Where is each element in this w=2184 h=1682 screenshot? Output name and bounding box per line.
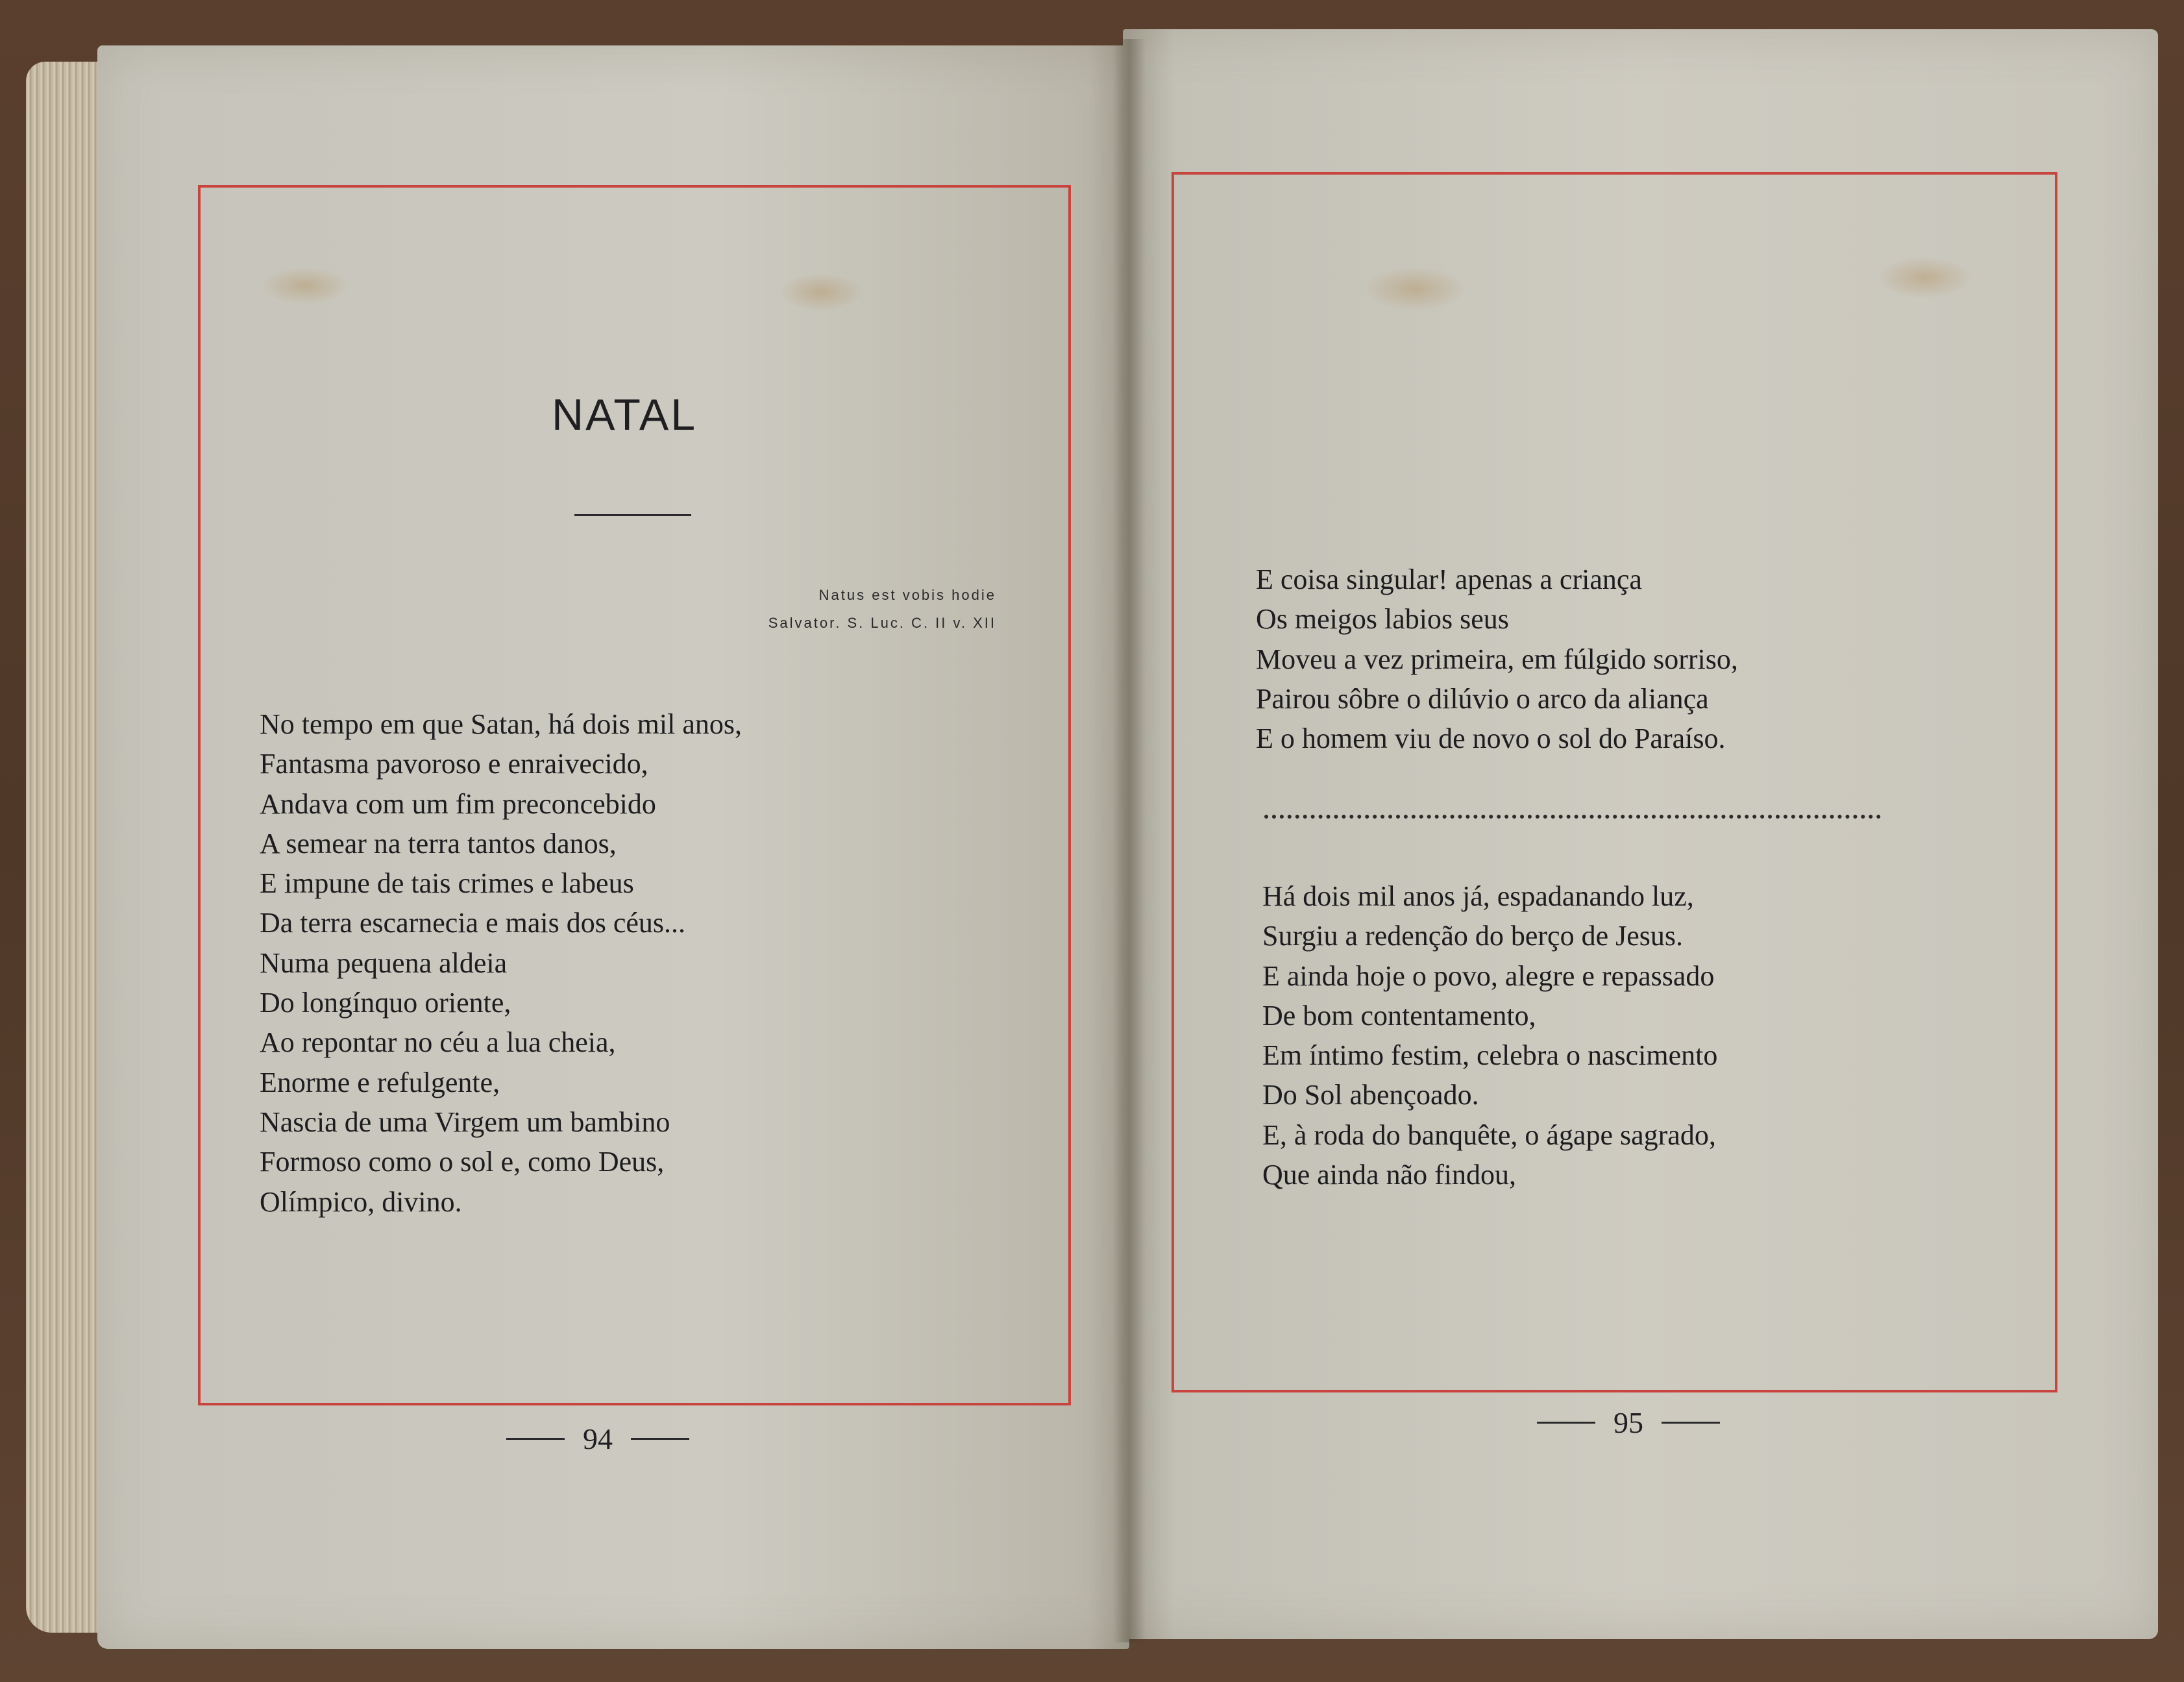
verse-line: Moveu a vez primeira, em fúlgido sorriso, bbox=[1256, 643, 1738, 675]
right-page-frame bbox=[1172, 172, 2057, 1392]
verse-line: Os meigos labios seus bbox=[1256, 603, 1509, 636]
dash bbox=[631, 1438, 689, 1440]
verse-line: Nascia de uma Virgem um bambino bbox=[260, 1106, 670, 1138]
poem-title: NATAL bbox=[552, 390, 698, 439]
epigraph-line: Natus est vobis hodie bbox=[818, 587, 996, 603]
verse-line: E, à roda do banquête, o ágape sagrado, bbox=[1262, 1119, 1716, 1151]
verse-line: Andava com um fim preconcebido bbox=[260, 787, 656, 820]
verse-line: Fantasma pavoroso e enraivecido, bbox=[260, 748, 648, 780]
title-rule bbox=[574, 514, 691, 516]
verse-line: Que ainda não findou, bbox=[1262, 1159, 1516, 1191]
verse-line: No tempo em que Satan, há dois mil anos, bbox=[260, 708, 742, 740]
verse-line: Da terra escarnecia e mais dos céus... bbox=[260, 907, 686, 939]
verse-line: E coisa singular! apenas a criança bbox=[1256, 563, 1642, 595]
dash bbox=[1662, 1422, 1720, 1424]
verse-line: Surgiu a redenção do berço de Jesus. bbox=[1262, 920, 1683, 952]
right-stanza-2 bbox=[1262, 876, 1717, 1194]
verse-line: De bom contentamento, bbox=[1262, 999, 1536, 1032]
verse-line: Em íntimo festim, celebra o nascimento bbox=[1262, 1039, 1718, 1072]
verse-line: Enorme e refulgente, bbox=[260, 1066, 500, 1098]
dotted-separator bbox=[1264, 815, 1881, 819]
page-number-text: 94 bbox=[583, 1422, 613, 1455]
verse-line: Do Sol abençoado. bbox=[1262, 1079, 1479, 1111]
page-number-right bbox=[1537, 1405, 1720, 1440]
verse-line: E impune de tais crimes e labeus bbox=[260, 867, 634, 900]
right-stanza-1 bbox=[1256, 560, 1738, 758]
verse-line: Olímpico, divino. bbox=[260, 1185, 462, 1218]
verse-line: E o homem viu de novo o sol do Paraíso. bbox=[1256, 723, 1726, 755]
verse-line: Há dois mil anos já, espadanando luz, bbox=[1262, 880, 1694, 912]
verse-line: Formoso como o sol e, como Deus, bbox=[260, 1146, 665, 1178]
epigraph-line: Salvator. S. Luc. C. II v. XII bbox=[768, 615, 996, 631]
book-gutter bbox=[1113, 39, 1146, 1642]
left-verse-block bbox=[260, 704, 742, 1222]
page-number-left bbox=[506, 1422, 689, 1456]
dash bbox=[1537, 1422, 1595, 1424]
verse-line: Do longínquo oriente, bbox=[260, 987, 511, 1019]
page-number-text: 95 bbox=[1613, 1406, 1643, 1439]
verse-line: A semear na terra tantos danos, bbox=[260, 827, 617, 860]
verse-line: Ao repontar no céu a lua cheia, bbox=[260, 1026, 616, 1059]
verse-line: Pairou sôbre o dilúvio o arco da aliança bbox=[1256, 682, 1709, 715]
dash bbox=[506, 1438, 565, 1440]
verse-line: Numa pequena aldeia bbox=[260, 946, 508, 979]
verse-line: E ainda hoje o povo, alegre e repassado bbox=[1262, 959, 1715, 992]
epigraph bbox=[704, 581, 996, 637]
